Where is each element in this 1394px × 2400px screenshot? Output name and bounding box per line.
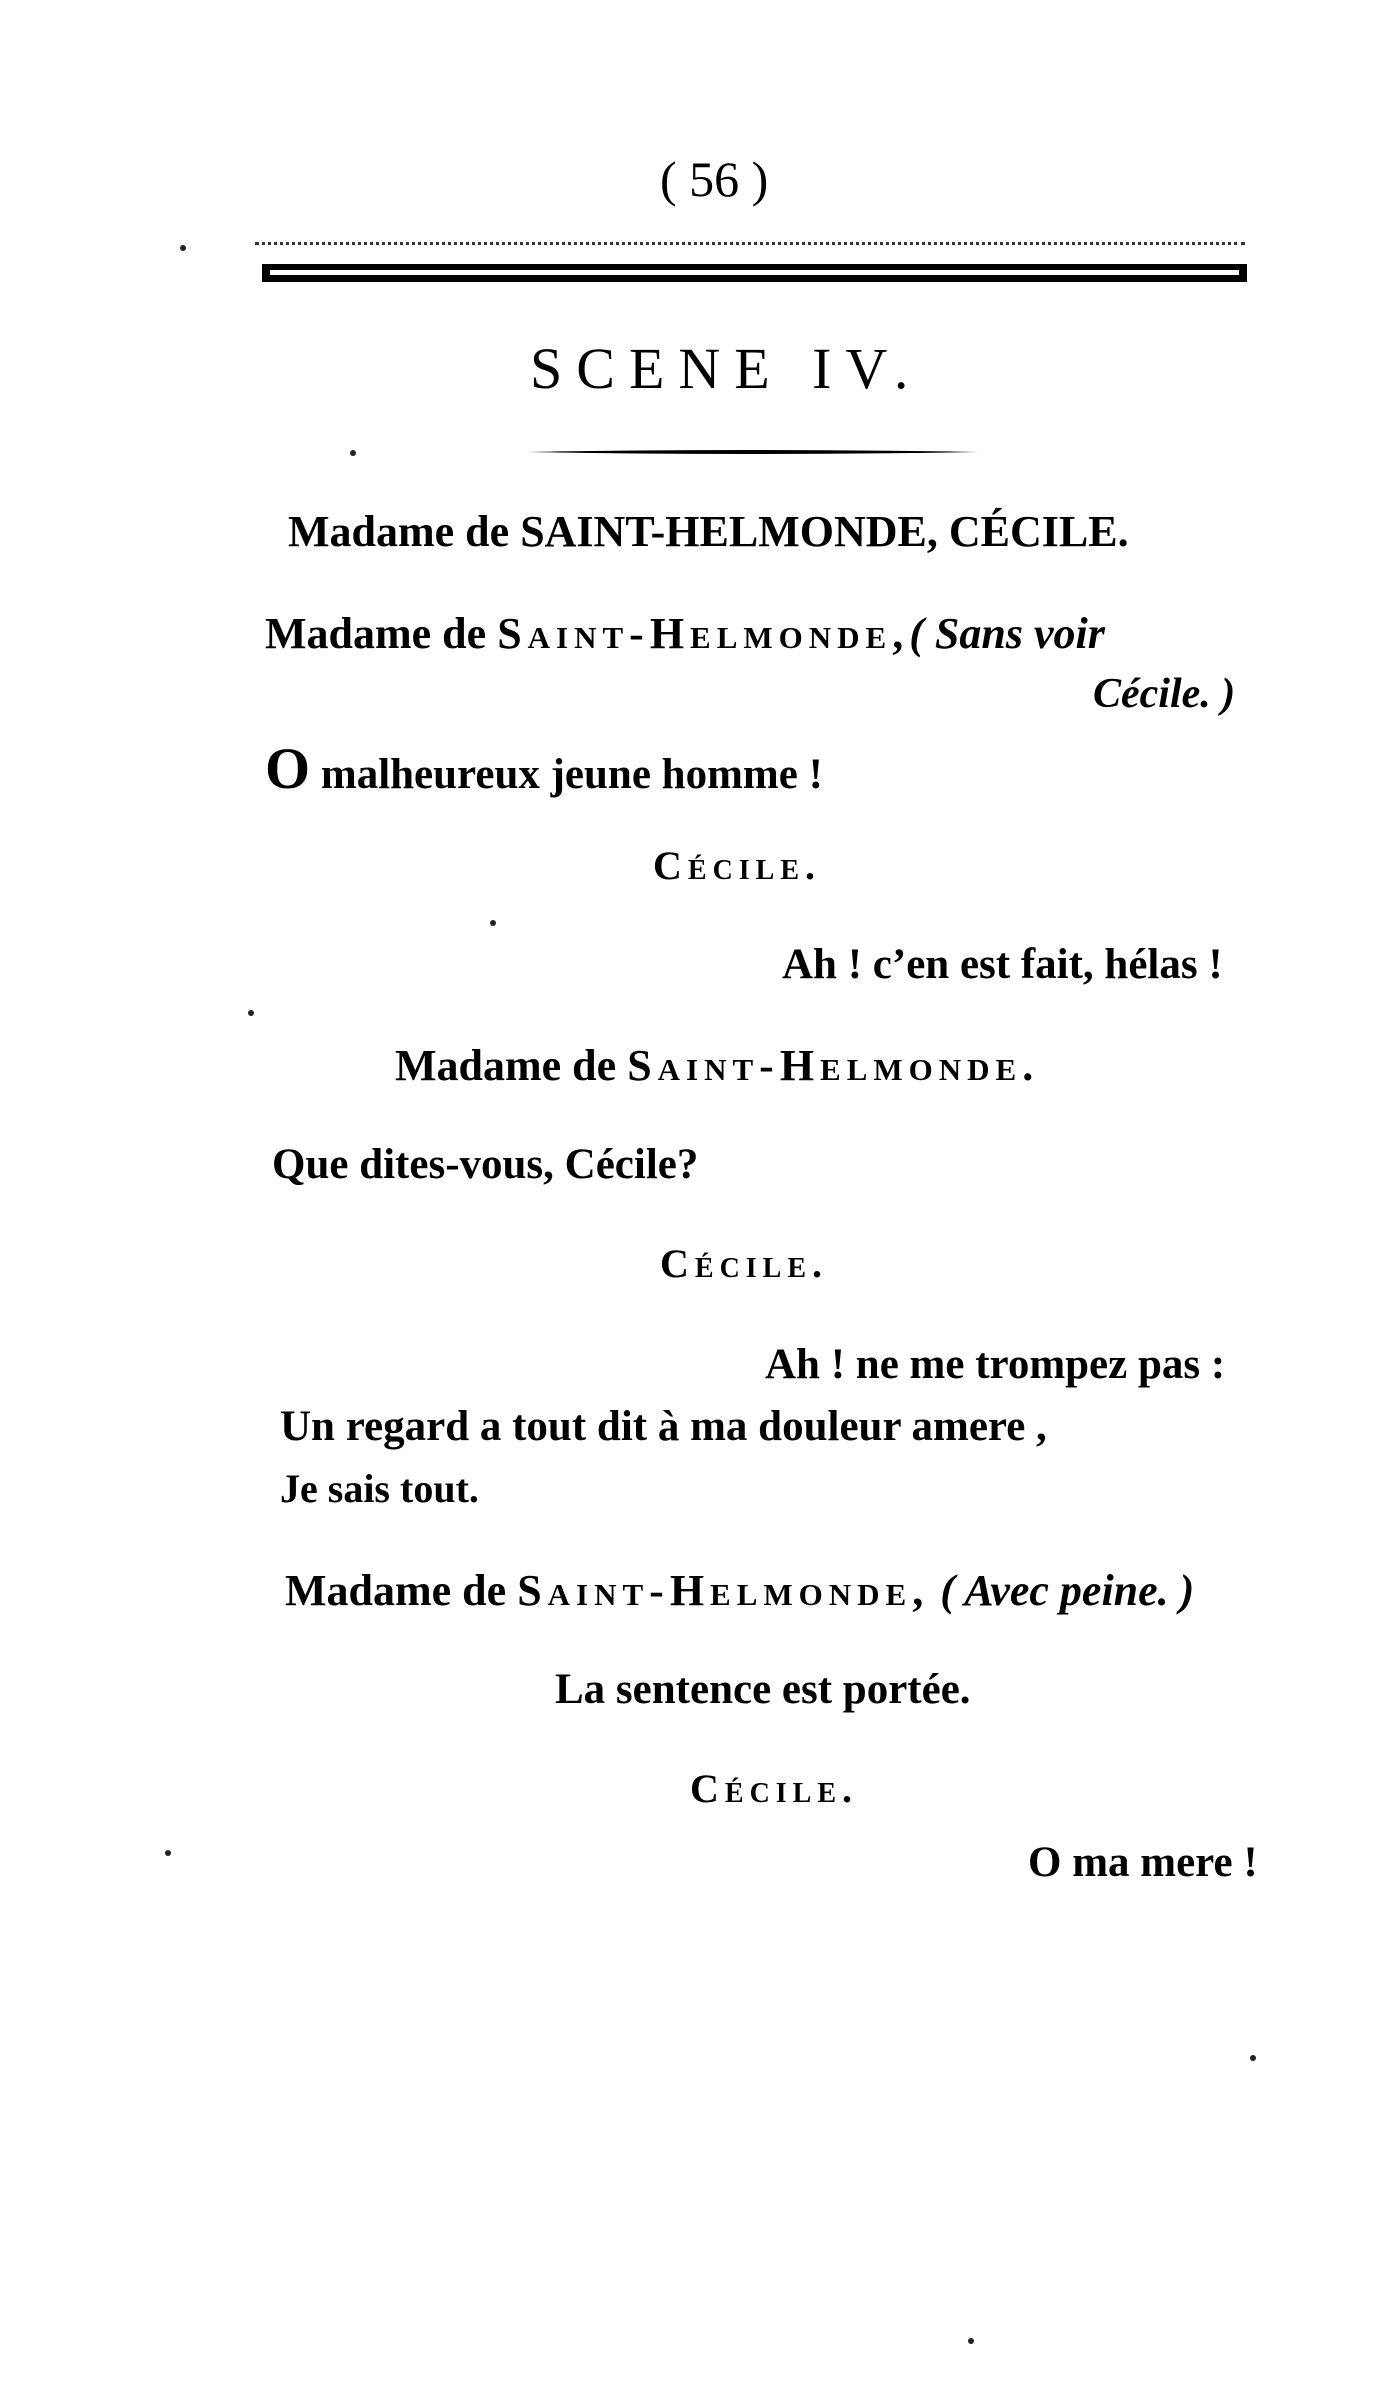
scan-speck — [248, 1010, 254, 1016]
verse-initial: O — [265, 736, 311, 801]
verse-text: malheureux jeune homme ! — [310, 751, 823, 798]
speaker-prefix: Madame de — [395, 1041, 628, 1090]
scan-speck — [1250, 2055, 1256, 2061]
speaker-name: Saint-Helmonde, — [497, 609, 910, 658]
speaker-name: Saint-Helmonde, — [517, 1566, 930, 1615]
character-separator: , — [926, 507, 949, 556]
scan-speck — [165, 1850, 171, 1856]
verse-line: Un regard a tout dit à ma douleur amere , — [280, 1403, 1047, 1450]
speaker-madame-2 — [395, 1040, 1039, 1091]
stage-direction-continued: Cécile. ) — [1093, 671, 1236, 717]
speaker-cecile-2: Cécile. — [660, 1241, 829, 1286]
verse-line: La sentence est portée. — [555, 1666, 971, 1713]
verse-line: Ah ! c’en est fait, hélas ! — [782, 941, 1223, 988]
character-saint-helmonde: SAINT-HELMONDE — [520, 507, 927, 556]
character-cecile: CÉCILE. — [948, 507, 1129, 556]
scan-speck — [968, 2338, 974, 2344]
title-rule — [528, 448, 978, 456]
stage-direction: ( Avec peine. ) — [940, 1566, 1195, 1615]
character-list — [288, 506, 1129, 557]
speaker-prefix: Madame de — [285, 1566, 518, 1615]
speaker-prefix: Madame de — [265, 609, 498, 658]
scene-title: SCENE IV. — [530, 336, 923, 401]
verse-line: O ma mere ! — [1028, 1839, 1258, 1886]
scan-speck — [180, 245, 186, 251]
verse-line — [265, 735, 823, 802]
speaker-cecile-3: Cécile. — [690, 1766, 859, 1811]
speaker-name: Saint-Helmonde. — [627, 1041, 1040, 1090]
stage-direction: ( Sans voir — [909, 609, 1105, 658]
page-number: ( 56 ) — [660, 151, 769, 207]
speaker-cecile-1: Cécile. — [653, 843, 822, 888]
header-rule — [262, 262, 1247, 284]
speaker-madame-3 — [285, 1565, 1194, 1616]
character-madame-prefix: Madame de — [288, 507, 521, 556]
verse-line: Ah ! ne me trompez pas : — [765, 1341, 1226, 1388]
verse-line: Que dites-vous, Cécile? — [272, 1141, 699, 1188]
verse-line: Je sais tout. — [280, 1466, 479, 1511]
scan-speck — [490, 920, 496, 926]
scan-speck — [350, 450, 356, 456]
speaker-madame-1 — [265, 608, 1105, 659]
dotted-divider — [255, 242, 1245, 249]
